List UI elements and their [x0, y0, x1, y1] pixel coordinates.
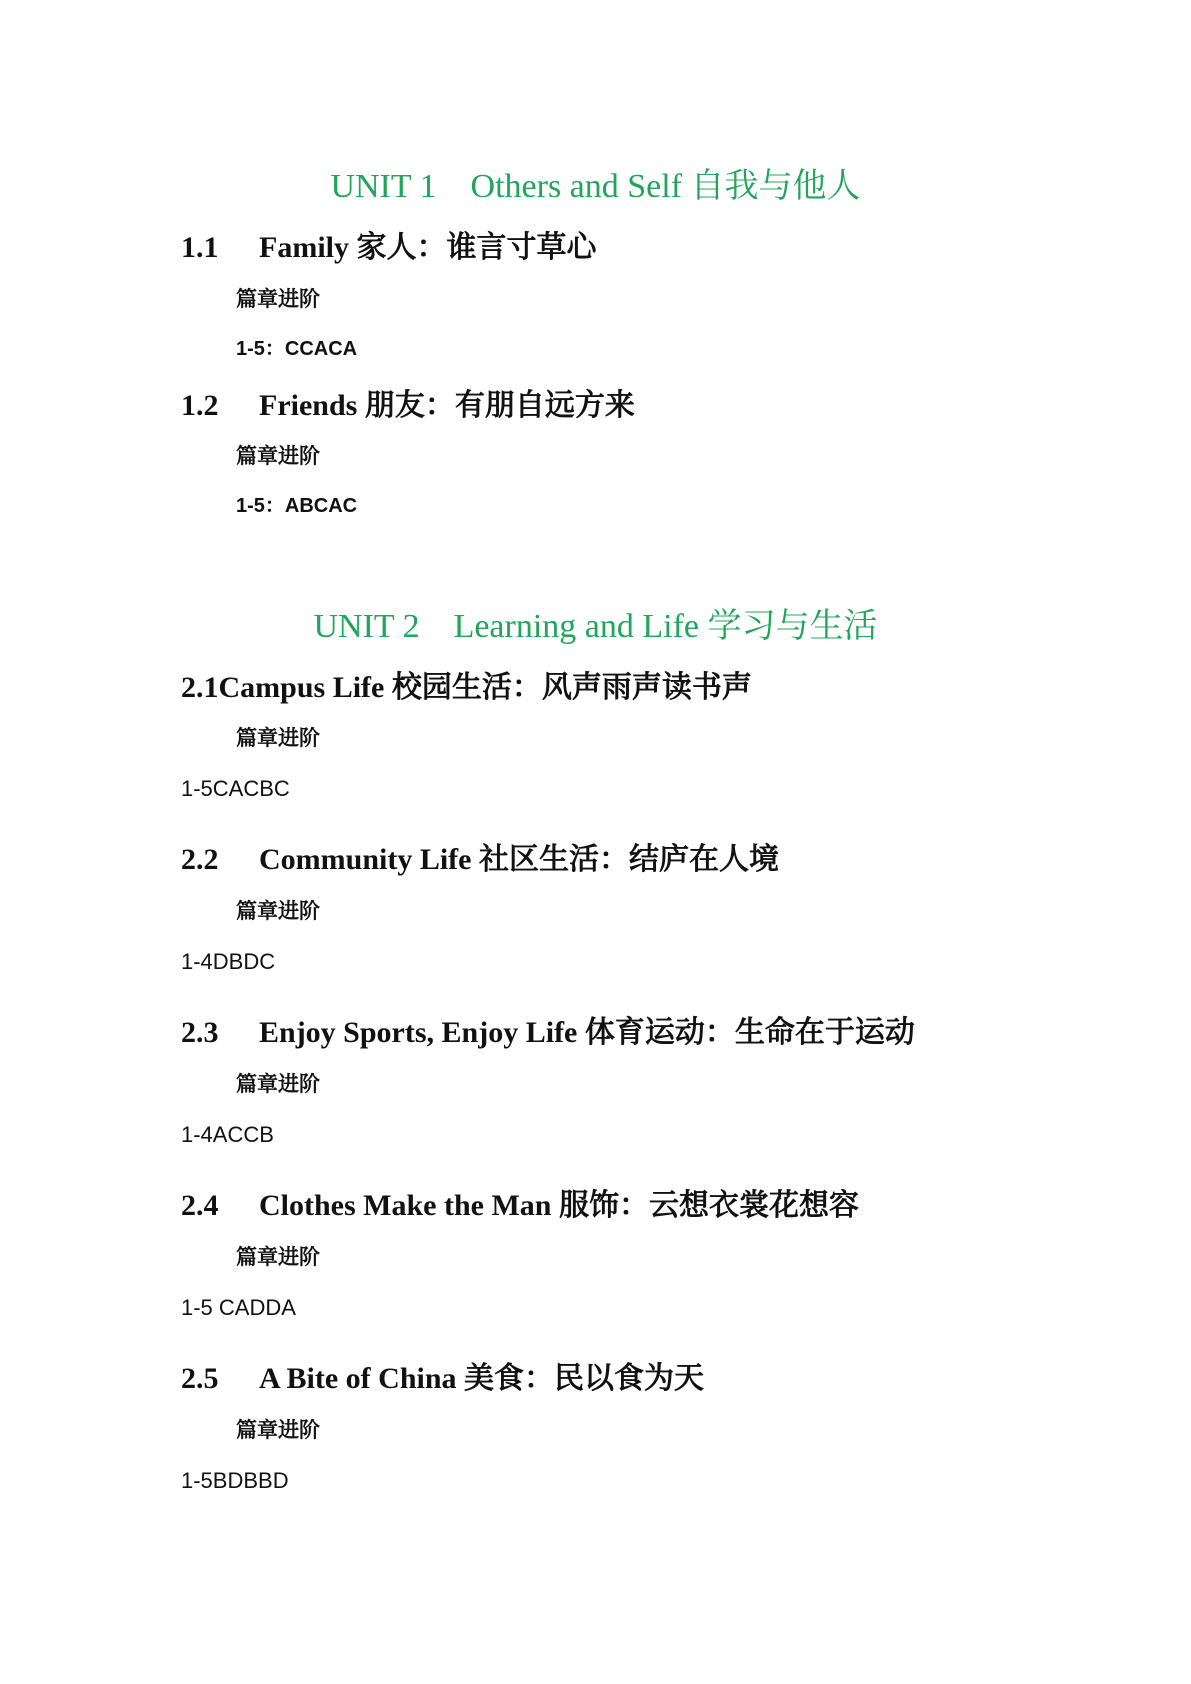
section-2-2-subheading: 篇章进阶 [236, 899, 320, 923]
unit-2-title: UNIT 2 Learning and Life 学习与生活 [313, 608, 878, 645]
section-number: 2.4 [181, 1189, 219, 1222]
section-2-3-answers: 1-4ACCB [181, 1122, 274, 1147]
section-number: 2.5 [181, 1362, 219, 1395]
section-2-3-subheading: 篇章进阶 [236, 1072, 320, 1096]
section-2-2-title [181, 834, 779, 878]
section-2-4-answers: 1-5 CADDA [181, 1295, 296, 1320]
section-heading-text: Family 家人：谁言寸草心 [259, 231, 597, 264]
section-heading-text: Friends 朋友：有朋自远方来 [259, 389, 635, 422]
section-1-2-subheading: 篇章进阶 [236, 444, 320, 468]
section-2-2-answers: 1-4DBDC [181, 949, 276, 974]
section-2-4-title [181, 1180, 859, 1224]
section-2-5-title [181, 1353, 704, 1397]
section-2-5-subheading: 篇章进阶 [236, 1418, 320, 1442]
section-1-1-subheading: 篇章进阶 [236, 287, 320, 311]
section-1-1-answers: 1-5：CCACA [236, 338, 358, 360]
section-1-2-answers: 1-5：ABCAC [236, 495, 358, 517]
section-2-1-subheading: 篇章进阶 [236, 726, 320, 750]
section-heading-text: Clothes Make the Man 服饰：云想衣裳花想容 [259, 1189, 859, 1222]
section-heading-text: Community Life 社区生活：结庐在人境 [259, 843, 779, 876]
section-heading-text: Campus Life 校园生活：风声雨声读书声 [218, 671, 752, 704]
section-number: 1.2 [181, 389, 219, 422]
section-number: 2.3 [181, 1016, 219, 1049]
section-1-1-title [181, 222, 597, 266]
section-2-3-title [181, 1007, 915, 1051]
section-2-4-subheading: 篇章进阶 [236, 1245, 320, 1269]
section-heading-text: Enjoy Sports, Enjoy Life 体育运动：生命在于运动 [259, 1016, 915, 1049]
section-heading-text: A Bite of China 美食：民以食为天 [259, 1362, 705, 1395]
section-number: 1.1 [181, 231, 219, 264]
unit-1-title: UNIT 1 Others and Self 自我与他人 [330, 168, 861, 205]
section-number: 2.1 [181, 671, 219, 704]
section-2-1-title [181, 662, 752, 706]
section-2-1-answers: 1-5CACBC [181, 776, 290, 801]
section-2-5-answers: 1-5BDBBD [181, 1468, 289, 1493]
section-1-2-title [181, 380, 635, 424]
section-number: 2.2 [181, 843, 219, 876]
